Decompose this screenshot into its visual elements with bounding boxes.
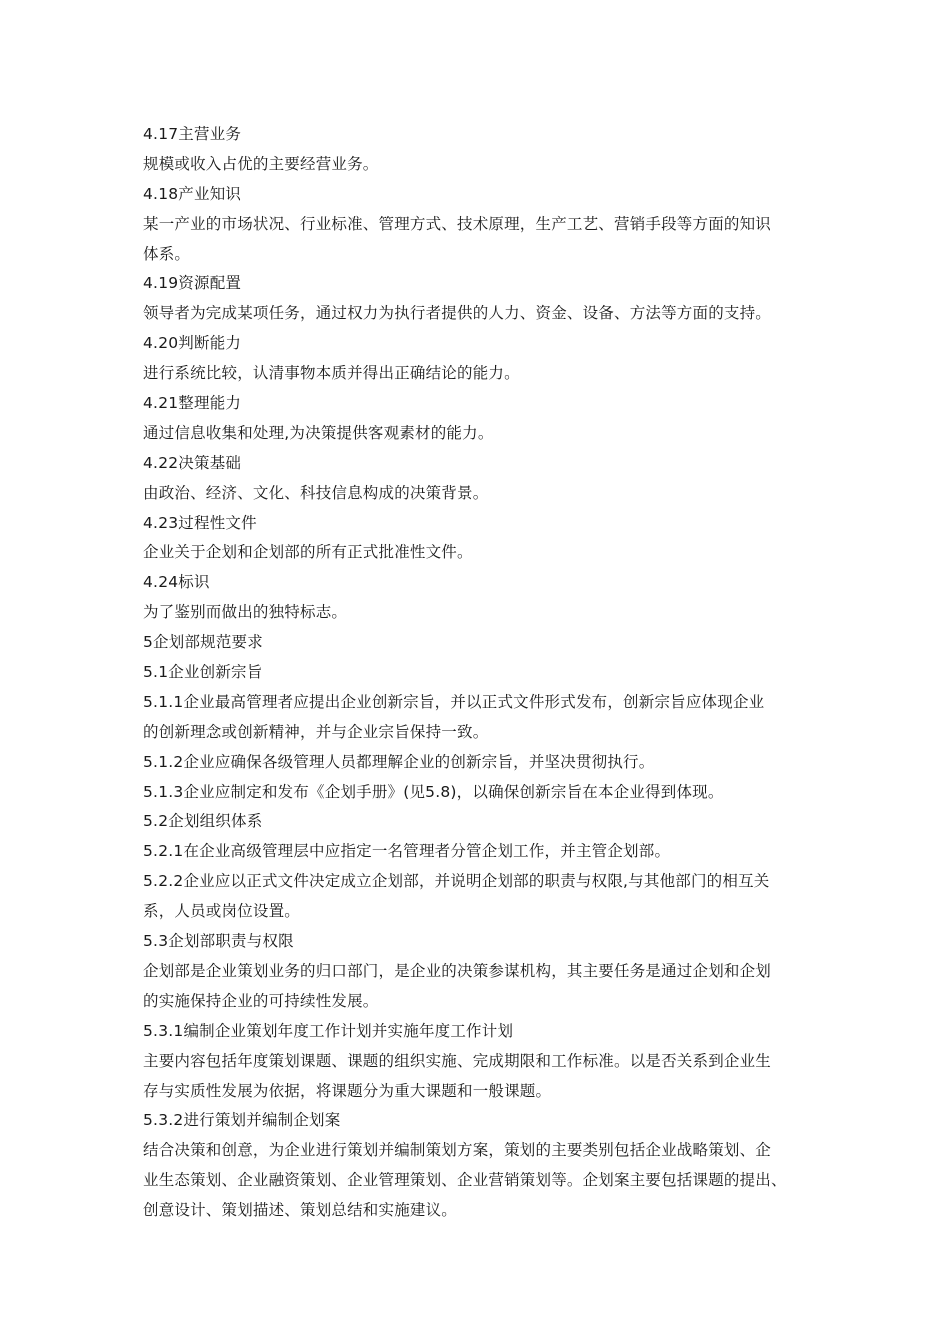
- heading-5-1: 5.1企业创新宗旨: [143, 663, 263, 682]
- heading-4-18: 4.18产业知识: [143, 184, 242, 203]
- paragraph: 创意设计、策划描述、策划总结和实施建议。: [143, 1201, 458, 1220]
- heading-5-2: 5.2企划组织体系: [143, 812, 263, 831]
- paragraph-5-2-1: 5.2.1在企业高级管理层中应指定一名管理者分管企划工作，并主管企划部。: [143, 842, 671, 861]
- heading-5-3: 5.3企划部职责与权限: [143, 932, 294, 951]
- heading-4-22: 4.22决策基础: [143, 453, 242, 472]
- paragraph: 存与实质性发展为依据，将课题分为重大课题和一般课题。: [143, 1081, 552, 1100]
- paragraph-5-1-3: 5.1.3企业应制定和发布《企划手册》(见5.8)，以确保创新宗旨在本企业得到体现。: [143, 782, 724, 801]
- paragraph-5-1-2: 5.1.2企业应确保各级管理人员都理解企业的创新宗旨，并坚决贯彻执行。: [143, 752, 655, 771]
- paragraph: 企划部是企业策划业务的归口部门，是企业的决策参谋机构，其主要任务是通过企划和企划: [143, 961, 772, 980]
- heading-4-21: 4.21整理能力: [143, 394, 242, 413]
- paragraph: 为了鉴别而做出的独特标志。: [143, 603, 348, 622]
- paragraph: 某一产业的市场状况、行业标准、管理方式、技术原理，生产工艺、营销手段等方面的知识: [143, 214, 772, 233]
- paragraph: 业生态策划、企业融资策划、企业管理策划、企业营销策划等。企划案主要包括课题的提出、: [143, 1171, 787, 1190]
- heading-4-19: 4.19资源配置: [143, 274, 242, 293]
- paragraph: 主要内容包括年度策划课题、课题的组织实施、完成期限和工作标准。以是否关系到企业生: [143, 1051, 772, 1070]
- paragraph: 通过信息收集和处理,为决策提供客观素材的能力。: [143, 423, 494, 442]
- heading-4-23: 4.23过程性文件: [143, 513, 257, 532]
- paragraph: 规模或收入占优的主要经营业务。: [143, 154, 379, 173]
- heading-5: 5企划部规范要求: [143, 633, 263, 652]
- heading-4-20: 4.20判断能力: [143, 334, 242, 353]
- heading-4-17: 4.17主营业务: [143, 125, 242, 143]
- paragraph: 体系。: [143, 244, 191, 263]
- paragraph: 的创新理念或创新精神，并与企业宗旨保持一致。: [143, 722, 489, 741]
- paragraph: 的实施保持企业的可持续性发展。: [143, 991, 379, 1010]
- paragraph: 领导者为完成某项任务，通过权力为执行者提供的人力、资金、设备、方法等方面的支持。: [143, 304, 772, 323]
- heading-4-24: 4.24标识: [143, 573, 210, 592]
- paragraph-5-2-2: 5.2.2企业应以正式文件决定成立企划部，并说明企划部的职责与权限,与其他部门的相互关: [143, 872, 770, 891]
- heading-5-3-2: 5.3.2进行策划并编制企划案: [143, 1111, 341, 1130]
- paragraph: 企业关于企划和企划部的所有正式批准性文件。: [143, 543, 473, 562]
- document-body: [143, 120, 813, 1226]
- paragraph: 进行系统比较，认清事物本质并得出正确结论的能力。: [143, 364, 520, 383]
- heading-5-3-1: 5.3.1编制企业策划年度工作计划并实施年度工作计划: [143, 1021, 514, 1040]
- paragraph: 系，人员或岗位设置。: [143, 902, 301, 921]
- paragraph: 结合决策和创意，为企业进行策划并编制策划方案，策划的主要类别包括企业战略策划、企: [143, 1141, 772, 1160]
- paragraph-5-1-1: 5.1.1企业最高管理者应提出企业创新宗旨，并以正式文件形式发布，创新宗旨应体现企业: [143, 692, 765, 711]
- paragraph: 由政治、经济、文化、科技信息构成的决策背景。: [143, 483, 489, 502]
